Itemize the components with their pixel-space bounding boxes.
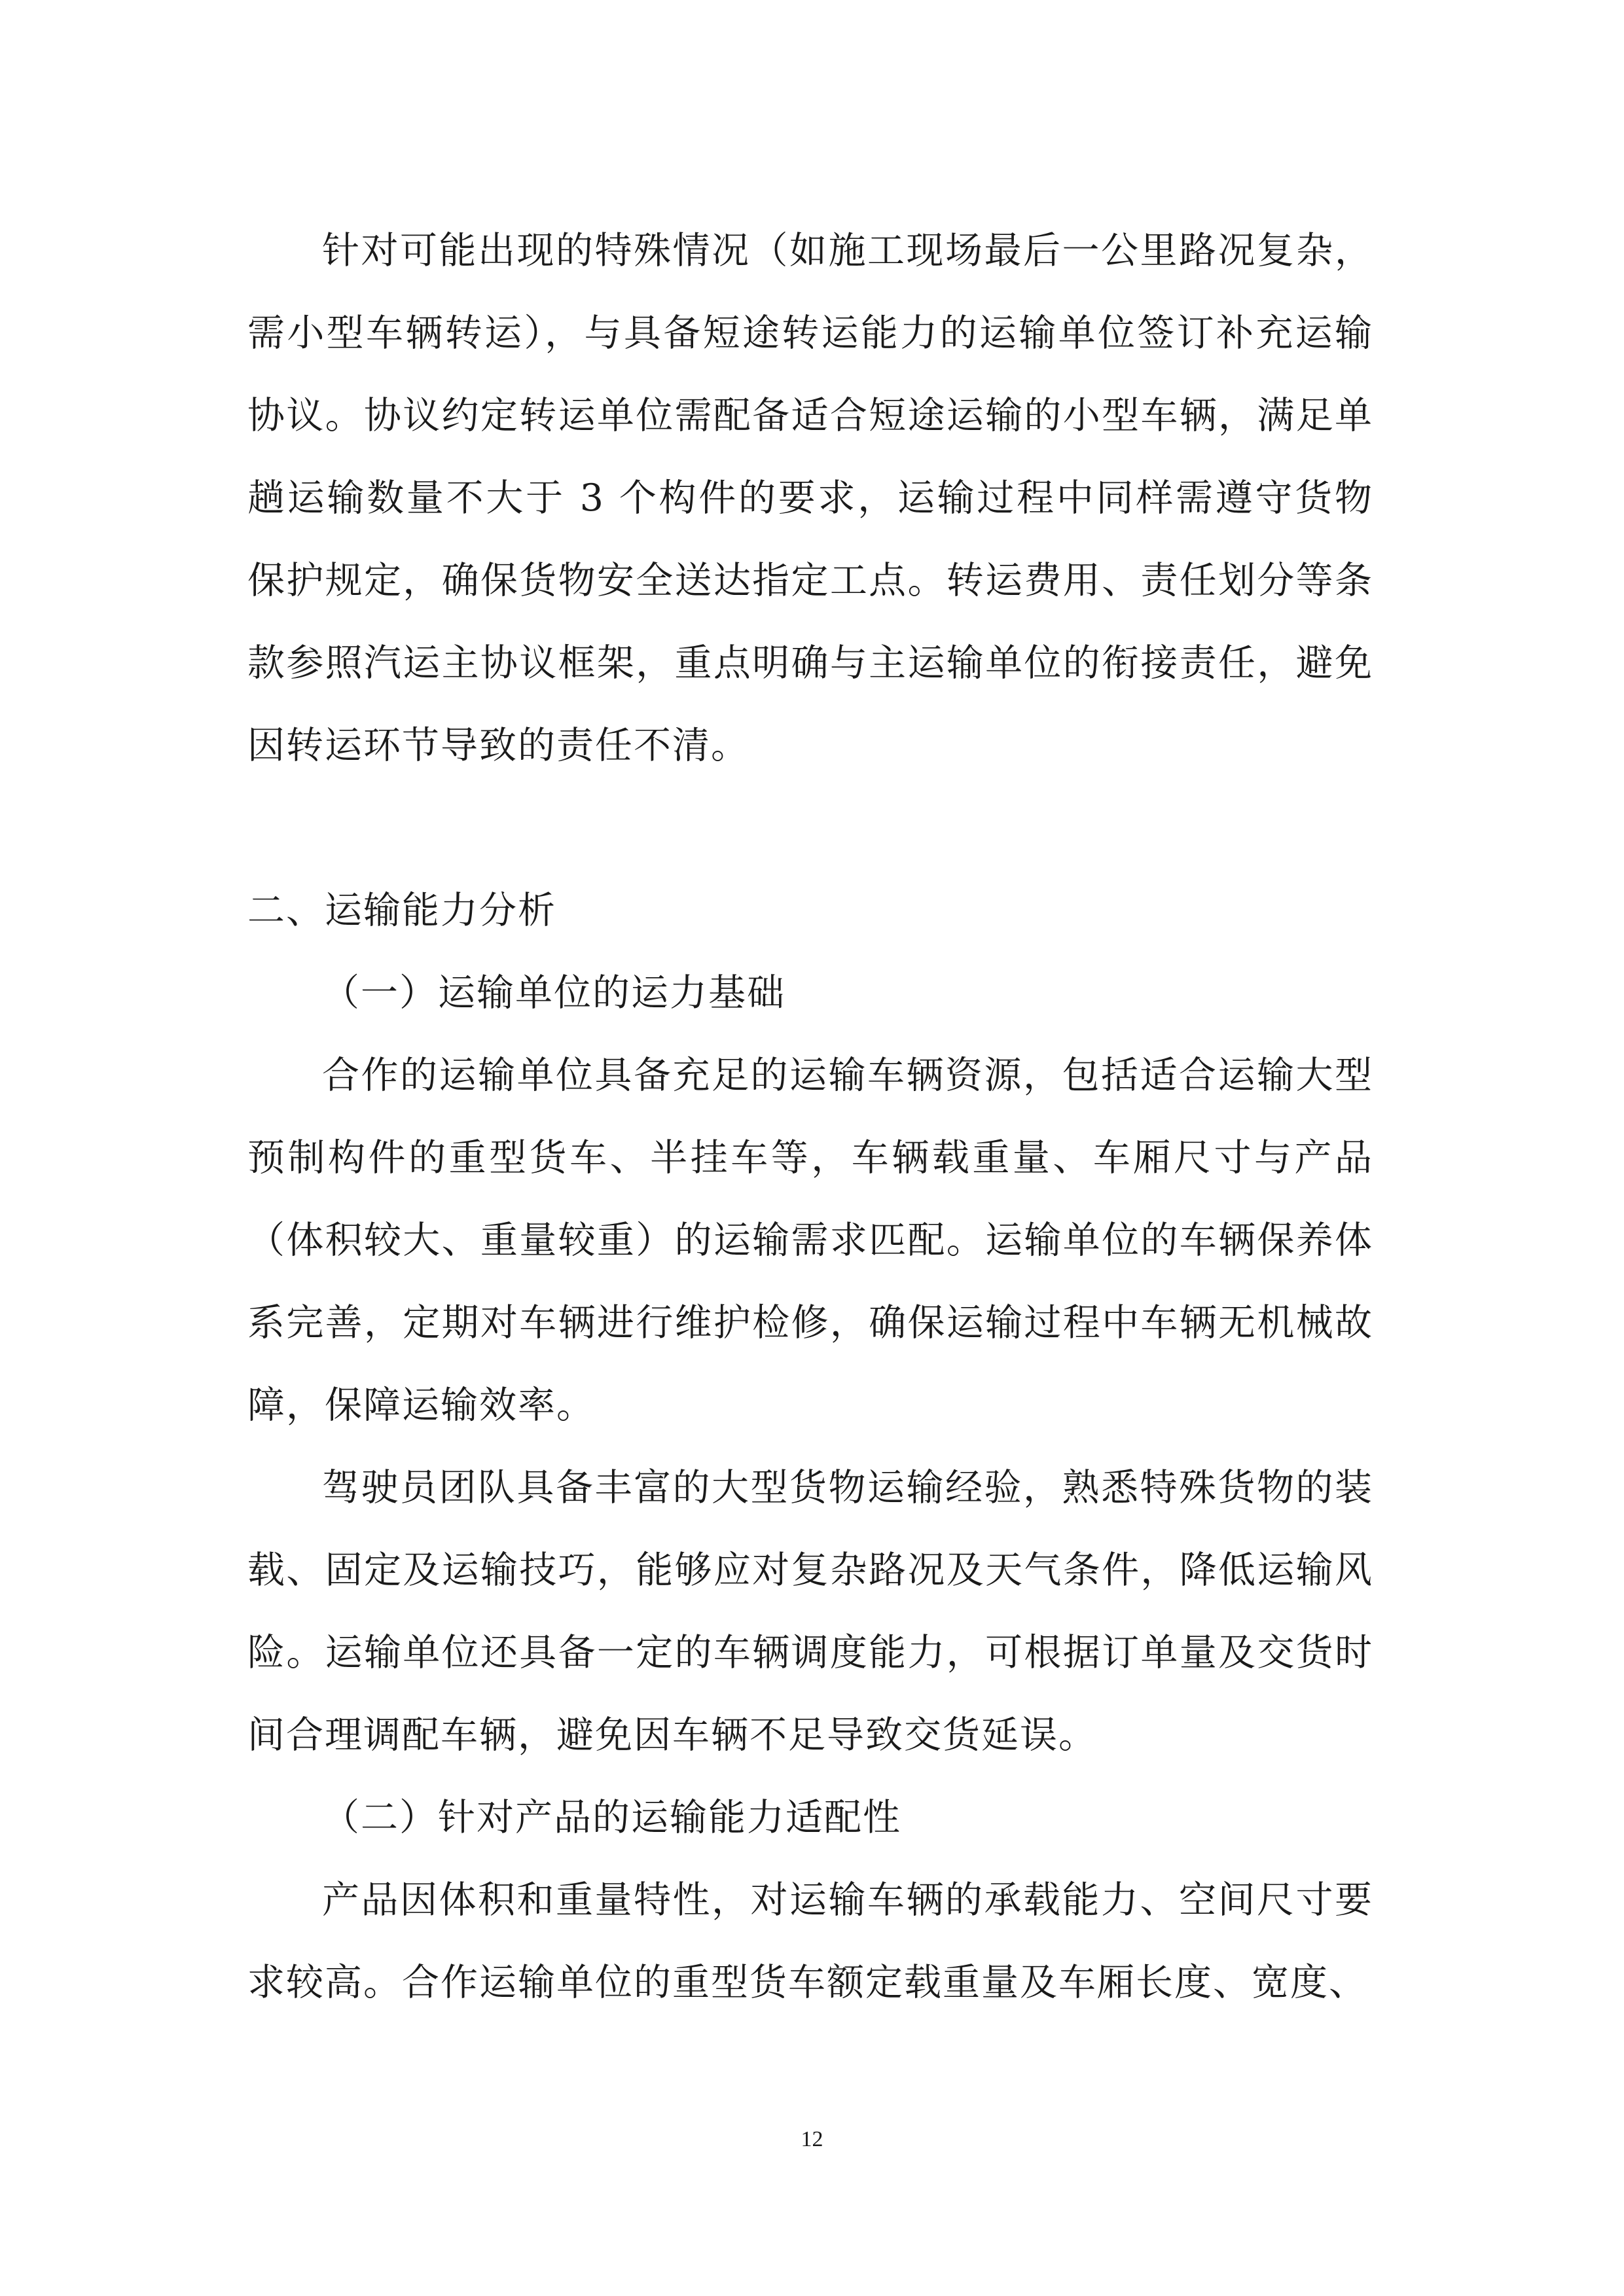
section-spacer xyxy=(247,787,1373,869)
paragraph-vehicle-resources: 合作的运输单位具备充足的运输车辆资源，包括适合运输大型预制构件的重型货车、半挂车等，车辆载重量、车厢尺寸与产品（体积较大、重量较重）的运输需求匹配。运输单位的车辆保养体系完善，定期对车辆进行维护检修，确保运输过程中车辆无机械故障，保障运输效率。 xyxy=(247,1054,1373,1427)
page-number: 12 xyxy=(801,2127,823,2151)
paragraph-driver-team: 驾驶员团队具备丰富的大型货物运输经验，熟悉特殊货物的装载、固定及运输技巧，能够应对复杂路况及天气条件，降低运输风险。运输单位还具备一定的车辆调度能力，可根据订单量及交货时间合理调配车辆，避免因车辆不足导致交货延误。 xyxy=(247,1466,1373,1757)
paragraph-transfer-agreement: 针对可能出现的特殊情况（如施工现场最后一公里路况复杂，需小型车辆转运），与具备短途转运能力的运输单位签订补充运输协议。协议约定转运单位需配备适合短途运输的小型车辆，满足单趟运输数量不大于 3 个构件的要求，运输过程中同样需遵守货物保护规定，确保货物安全送达指定工点。转运费用、责任划分等条款参照汽运主协议框架，重点明确与主运输单位的衔接责任，避免因转运环节导致的责任不清。 xyxy=(247,229,1373,767)
subsection-title-capacity-basis: （一）运输单位的运力基础 xyxy=(322,971,785,1014)
document-body xyxy=(247,209,1373,2024)
subsection-title-product-fit: （二）针对产品的运输能力适配性 xyxy=(322,1796,901,1839)
section-title: 二、运输能力分析 xyxy=(247,889,556,932)
paragraph-product-requirements: 产品因体积和重量特性，对运输车辆的承载能力、空间尺寸要求较高。合作运输单位的重型货车额定载重量及车厢长度、宽度、 xyxy=(247,1878,1373,2004)
